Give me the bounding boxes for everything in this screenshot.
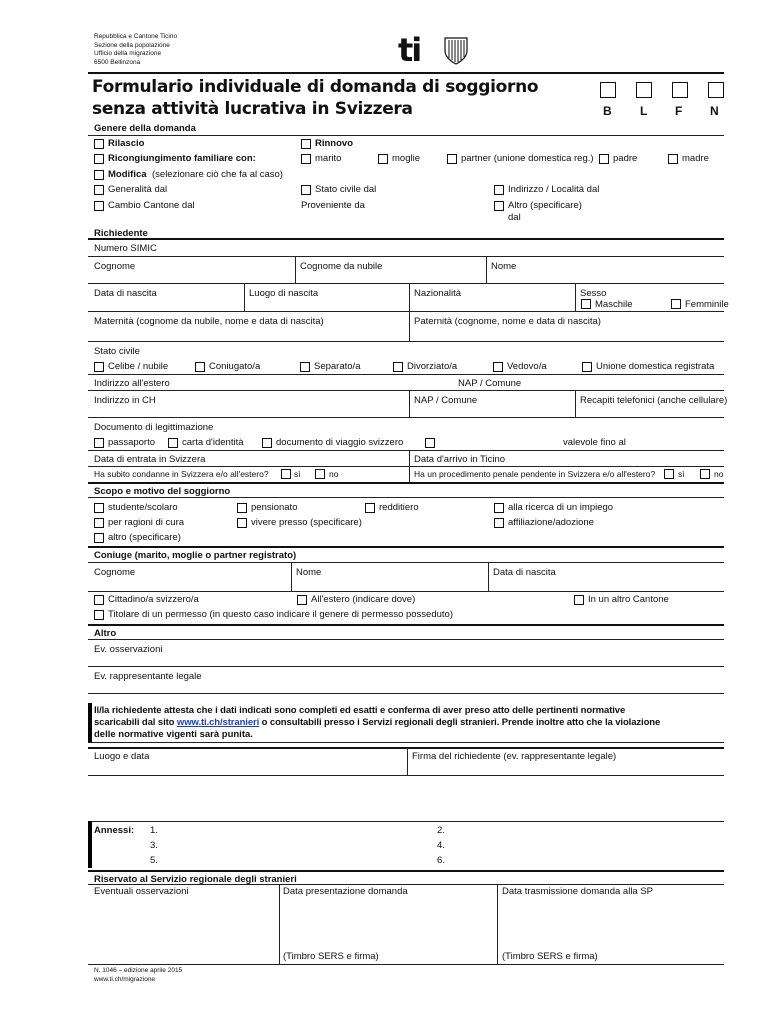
luogo-data-label: Luogo e data (94, 751, 150, 762)
modifica-checkbox[interactable] (94, 170, 104, 180)
osservazioni-label: Ev. osservazioni (94, 644, 163, 655)
carta-identita-label: carta d'identità (182, 437, 244, 448)
rinnovo-label: Rinnovo (315, 138, 353, 149)
nazionalita-label: Nazionalità (414, 288, 461, 299)
pensionato-label: pensionato (251, 502, 298, 513)
coniugato-checkbox[interactable] (195, 362, 205, 372)
office-line: 6500 Bellinzona (94, 58, 141, 66)
permit-b-label: B (603, 104, 612, 118)
dichiarazione-line1: Il/la richiedente attesta che i dati indicati sono completi ed esatti e conferma di aver preso atto delle pertinenti normative (94, 705, 626, 716)
modifica-note: (selezionare ciò che fa al caso) (152, 169, 283, 180)
unione-label: Unione domestica registrata (596, 361, 715, 372)
passaporto-checkbox[interactable] (94, 438, 104, 448)
annesso-1: 1. (150, 825, 158, 836)
estero-checkbox[interactable] (297, 595, 307, 605)
vivere-presso-checkbox[interactable] (237, 518, 247, 528)
moglie-checkbox[interactable] (378, 154, 388, 164)
padre-label: padre (613, 153, 638, 164)
section-genere-heading: Genere della domanda (94, 123, 196, 134)
indirizzo-ch-label: Indirizzo in CH (94, 395, 156, 406)
unione-checkbox[interactable] (582, 362, 592, 372)
coniuge-cognome-label: Cognome (94, 567, 136, 578)
coniugato-label: Coniugato/a (209, 361, 261, 372)
office-line: Ufficio della migrazione (94, 50, 162, 58)
timbro-presentazione-label: (Timbro SERS e firma) (283, 951, 379, 962)
documento-viaggio-checkbox[interactable] (262, 438, 272, 448)
divorziato-checkbox[interactable] (393, 362, 403, 372)
proveniente-label: Proveniente da (301, 200, 365, 211)
ragioni-cura-label: per ragioni di cura (108, 517, 185, 528)
passaporto-label: passaporto (108, 437, 156, 448)
rilascio-checkbox[interactable] (94, 139, 104, 149)
permit-n-label: N (710, 104, 719, 118)
data-nascita-label: Data di nascita (94, 288, 157, 299)
form-title: Formulario individuale di domanda di soggiorno (92, 77, 539, 97)
section-coniuge-heading: Coniuge (marito, moglie o partner registrato) (94, 550, 297, 561)
office-line: Sezione della popolazione (94, 41, 170, 49)
vedovo-label: Vedovo/a (507, 361, 547, 372)
condanne-question: Ha subito condanne in Svizzera e/o all'estero? (94, 469, 269, 479)
altro-scopo-checkbox[interactable] (94, 533, 104, 543)
firma-richiedente-label: Firma del richiedente (ev. rappresentante legale) (412, 751, 617, 762)
dichiarazione-line3: delle normative vigenti sarà punita. (94, 729, 253, 740)
generalita-label: Generalità dal (108, 184, 168, 195)
pensionato-checkbox[interactable] (237, 503, 247, 513)
maschile-label: Maschile (595, 299, 633, 310)
cittadino-svizzero-label: Cittadino/a svizzero/a (108, 594, 199, 605)
permit-f-checkbox[interactable] (672, 82, 688, 98)
studente-label: studente/scolaro (108, 502, 178, 513)
partner-checkbox[interactable] (447, 154, 457, 164)
altro-scopo-label: altro (specificare) (108, 532, 181, 543)
carta-identita-checkbox[interactable] (168, 438, 178, 448)
estero-label: All'estero (indicare dove) (311, 594, 416, 605)
permit-f-label: F (675, 104, 683, 118)
documento-viaggio-label: documento di viaggio svizzero (276, 437, 404, 448)
annesso-4: 4. (437, 840, 445, 851)
dichiarazione-line2-post: o consultabili presso i Servizi regionali degli stranieri. Prende inoltre atto che la violazione (259, 717, 661, 728)
separato-label: Separato/a (314, 361, 361, 372)
nap-comune-ch-label: NAP / Comune (414, 395, 478, 406)
ragioni-cura-checkbox[interactable] (94, 518, 104, 528)
moglie-label: moglie (392, 153, 420, 164)
altro-cantone-label: In un altro Cantone (588, 594, 669, 605)
separato-checkbox[interactable] (300, 362, 310, 372)
stranieri-link[interactable]: www.ti.ch/stranieri (176, 717, 260, 728)
permit-n-checkbox[interactable] (708, 82, 724, 98)
titolare-permesso-label: Titolare di un permesso (in questo caso indicare il genere di permesso posseduto) (108, 609, 453, 620)
condanne-si-checkbox[interactable] (281, 469, 291, 479)
altro-cantone-checkbox[interactable] (574, 595, 584, 605)
timbro-trasmissione-label: (Timbro SERS e firma) (502, 951, 598, 962)
form-edition: N. 1046 – edizione aprile 2015 (94, 967, 183, 974)
annesso-5: 5. (150, 855, 158, 866)
dichiarazione-line2 (94, 718, 660, 728)
form-subtitle: senza attività lucrativa in Svizzera (92, 99, 413, 119)
condanne-si-label: sì (294, 469, 301, 479)
valevole-label: valevole fino al (563, 437, 626, 448)
ricerca-impiego-checkbox[interactable] (494, 503, 504, 513)
affiliazione-checkbox[interactable] (494, 518, 504, 528)
femminile-checkbox[interactable] (671, 299, 681, 309)
ticino-logo: ti (398, 31, 421, 69)
altro-specificare-label: Altro (specificare) (508, 200, 582, 211)
indirizzo-dal-label: Indirizzo / Località dal (508, 184, 600, 195)
data-trasmissione-label: Data trasmissione domanda alla SP (502, 886, 654, 897)
celibe-checkbox[interactable] (94, 362, 104, 372)
cognome-label: Cognome (94, 261, 136, 272)
sesso-label: Sesso (580, 288, 607, 299)
marito-label: marito (315, 153, 342, 164)
rinnovo-checkbox[interactable] (301, 139, 311, 149)
dichiarazione-line2-pre: scaricabili dal sito (94, 717, 177, 728)
rappresentante-label: Ev. rappresentante legale (94, 671, 202, 682)
eventuali-osservazioni-label: Eventuali osservazioni (94, 886, 189, 897)
cittadino-svizzero-checkbox[interactable] (94, 595, 104, 605)
redditiero-checkbox[interactable] (365, 503, 375, 513)
data-presentazione-label: Data presentazione domanda (283, 886, 408, 897)
annesso-2: 2. (437, 825, 445, 836)
affiliazione-label: affiliazione/adozione (508, 517, 594, 528)
condanne-no-checkbox[interactable] (315, 469, 325, 479)
recapiti-label: Recapiti telefonici (anche cellulare) (580, 395, 728, 406)
partner-label: partner (unione domestica reg.) (461, 153, 594, 164)
ricongiungimento-label: Ricongiungimento familiare con: (108, 153, 256, 164)
altro-specificare-checkbox[interactable] (494, 201, 504, 211)
documento-label: Documento di legittimazione (94, 422, 214, 433)
coat-of-arms-icon (444, 37, 468, 65)
procedimento-si-label: sì (678, 469, 685, 479)
luogo-nascita-label: Luogo di nascita (249, 288, 319, 299)
marito-checkbox[interactable] (301, 154, 311, 164)
procedimento-no-label: no (714, 469, 724, 479)
coniuge-nome-label: Nome (296, 567, 322, 578)
dal-label: dal (508, 212, 521, 223)
permit-l-checkbox[interactable] (636, 82, 652, 98)
studente-checkbox[interactable] (94, 503, 104, 513)
annesso-6: 6. (437, 855, 445, 866)
section-riservato-heading: Riservato al Servizio regionale degli stranieri (94, 874, 297, 885)
rilascio-label: Rilascio (108, 138, 145, 149)
titolare-permesso-checkbox[interactable] (94, 610, 104, 620)
maschile-checkbox[interactable] (581, 299, 591, 309)
procedimento-no-checkbox[interactable] (700, 469, 710, 479)
annesso-3: 3. (150, 840, 158, 851)
redditiero-label: redditiero (379, 502, 419, 513)
condanne-no-label: no (329, 469, 339, 479)
celibe-label: Celibe / nubile (108, 361, 169, 372)
section-scopo-heading: Scopo e motivo del soggiorno (94, 486, 231, 497)
indirizzo-estero-label: Indirizzo all'estero (94, 378, 170, 389)
vivere-presso-label: vivere presso (specificare) (251, 517, 362, 528)
section-altro-heading: Altro (94, 628, 117, 639)
stato-civile-dal-label: Stato civile dal (315, 184, 377, 195)
ricerca-impiego-label: alla ricerca di un impiego (508, 502, 614, 513)
divorziato-label: Divorziato/a (407, 361, 458, 372)
nome-label: Nome (491, 261, 517, 272)
data-entrata-label: Data di entrata in Svizzera (94, 454, 206, 465)
madre-checkbox[interactable] (668, 154, 678, 164)
cambio-cantone-label: Cambio Cantone dal (108, 200, 195, 211)
ricongiungimento-checkbox[interactable] (94, 154, 104, 164)
paternita-label: Paternità (cognome, nome e data di nascita) (414, 316, 601, 327)
office-line: Repubblica e Cantone Ticino (94, 33, 178, 40)
stato-civile-dal-checkbox[interactable] (301, 185, 311, 195)
annessi-label: Annessi: (94, 825, 135, 836)
simic-label: Numero SIMIC (94, 243, 157, 254)
nap-comune-estero-label: NAP / Comune (458, 378, 522, 389)
modifica-label: Modifica (108, 169, 147, 180)
permit-b-checkbox[interactable] (600, 82, 616, 98)
generalita-checkbox[interactable] (94, 185, 104, 195)
vedovo-checkbox[interactable] (493, 362, 503, 372)
procedimento-si-checkbox[interactable] (664, 469, 674, 479)
altro-documento-checkbox[interactable] (425, 438, 435, 448)
madre-label: madre (682, 153, 709, 164)
padre-checkbox[interactable] (599, 154, 609, 164)
data-arrivo-label: Data d'arrivo in Ticino (414, 454, 506, 465)
maternita-label: Maternità (cognome da nubile, nome e data di nascita) (94, 316, 324, 327)
cognome-nubile-label: Cognome da nubile (300, 261, 383, 272)
procedimento-question: Ha un procedimento penale pendente in Svizzera e/o all'estero? (414, 469, 656, 479)
cambio-cantone-checkbox[interactable] (94, 201, 104, 211)
footer-url: www.ti.ch/migrazione (94, 976, 156, 983)
section-richiedente-heading: Richiedente (94, 228, 148, 239)
indirizzo-dal-checkbox[interactable] (494, 185, 504, 195)
femminile-label: Femminile (685, 299, 729, 310)
stato-civile-label: Stato civile (94, 346, 140, 357)
coniuge-data-nascita-label: Data di nascita (493, 567, 556, 578)
permit-l-label: L (640, 104, 648, 118)
